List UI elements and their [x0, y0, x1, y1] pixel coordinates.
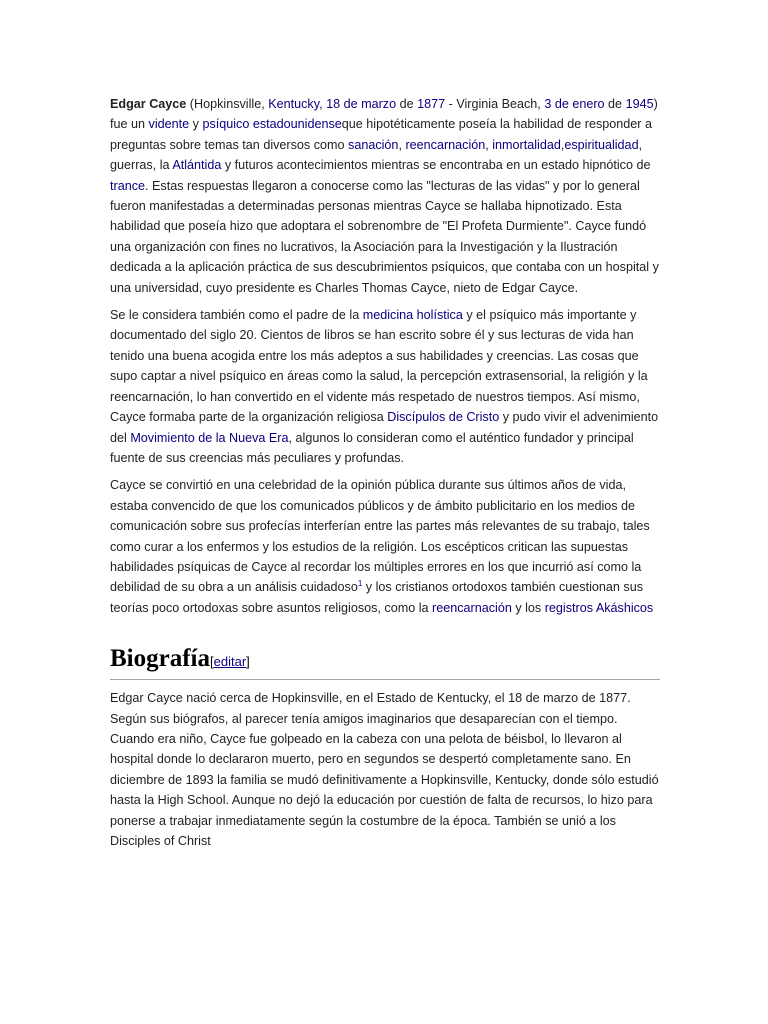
article-content — [110, 94, 660, 858]
link-death-date[interactable]: 3 de enero — [544, 97, 605, 111]
link-atlantida[interactable]: Atlántida — [172, 158, 222, 173]
edit-section: [editar] — [210, 654, 250, 670]
intro-paragraph-1: Edgar Cayce (Hopkinsville, Kentucky, 18 de marzo de 1877 - Virginia Beach, 3 de enero de 1945) fue un vidente y psíquico estadounidenseque hipotéticamente poseía la habilidad de responder a preguntas sobre temas tan diversos como sanación, reencarnación, inmortalidad,espiritualidad, guerras, la Atlántida y futuros acontecimientos mientras se encontraba en un estado hipnótico de trance. Estas respuestas llegaron a conocerse como las "lecturas de las vidas" y por lo general fueron manifestadas a determinadas personas mientras Cayce se hallaba hipnotizado. Esta habilidad que poseía hizo que adoptara el sobrenombre de "El Profeta Durmiente". Cayce fundó una organización con fines no lucrativos, la Asociación para la Investigación y la Ilustración dedicada a la aplicación práctica de sus descubrimientos psíquicos, que contaba con un hospital y una universidad, cuyo presidente es Charles Thomas Cayce, nieto de Edgar Cayce. — [110, 97, 659, 295]
intro-paragraph-3: Cayce se convirtió en una celebridad de la opinión pública durante sus últimos años de vida, estaba convencido de que los comunicados públicos y de ámbito publicitario en los medios de comunicación sobre sus profecías interferían entre las partes más relevantes de su trabajo, tales como curar a los enfermos y los estudios de la religión. Los escépticos critican las supuestas habilidades psíquicas de Cayce al recordar los múltiples errores en los que incurrió así como la debilidad de su obra a un análisis cuidadoso$^1$ y los cristianos ortodoxos también cuestionan sus teorías poco ortodoxas sobre asuntos religiosos, como la reencarnación y los registros Akáshicos — [110, 478, 654, 615]
link-discipulos-de-cristo[interactable]: Discípulos de Cristo — [387, 410, 500, 425]
link-inmortalidad[interactable]: inmortalidad — [492, 137, 561, 152]
link-sanacion[interactable]: sanación — [348, 137, 399, 152]
section-title: Biografía — [110, 645, 210, 673]
link-trance[interactable]: trance — [110, 178, 146, 193]
link-birth-year[interactable]: 1877 — [417, 97, 446, 111]
link-reencarnacion-2[interactable]: reencarnación — [432, 600, 512, 615]
link-nueva-era[interactable]: Movimiento de la Nueva Era — [130, 430, 289, 445]
link-death-year[interactable]: 1945 — [625, 97, 654, 111]
reference-link[interactable]: 1 — [357, 579, 363, 589]
link-psiquico[interactable]: psíquico — [202, 117, 250, 132]
link-birth-date[interactable]: 18 de marzo — [326, 97, 397, 111]
link-kentucky[interactable]: Kentucky — [268, 97, 320, 111]
article-subject: Edgar Cayce — [110, 97, 187, 111]
edit-link[interactable]: editar — [213, 654, 247, 670]
biografia-paragraph-1: Edgar Cayce nació cerca de Hopkinsville, en el Estado de Kentucky, el 18 de marzo de 1877. Según sus biógrafos, al parecer tenía amigos imaginarios que desaparecían con el tiempo. Cuando era niño, Cayce fue golpeado en la cabeza con una pelota de béisbol, lo llevaron al hospital donde lo declararon muerto, pero en segundos se despertó completamente sano. En diciembre de 1893 la familia se mudó definitivamente a Hopkinsville, Kentucky, donde sólo estudió hasta la High School. Aunque no dejó la educación por cuestión de falta de recursos, lo hizo para ponerse a trabajar inmediatamente según la costumbre de la época. También se unió a los Disciples of Christ — [110, 691, 659, 848]
link-registros-akashicos[interactable]: registros Akáshicos — [544, 600, 654, 615]
link-vidente[interactable]: vidente — [148, 117, 190, 132]
intro-paragraph-2: Se le considera también como el padre de la medicina holística y el psíquico más importante y documentado del siglo 20. Cientos de libros se han escrito sobre él y sus lecturas de vida han tenido una buena acogida entre los más adeptos a sus habilidades y creencias. Las cosas que supo captar a nivel psíquico en áreas como la salud, la percepción extrasensorial, la religión y la reencarnación, lo han convertido en el vidente más respetado de nuestros tiempos. Así mismo, Cayce formaba parte de la organización religiosa Discípulos de Cristo y pudo vivir el advenimiento del Movimiento de la Nueva Era, algunos lo consideran como el auténtico fundador y principal fuente de sus creencias más peculiares y profundas. — [110, 308, 659, 465]
section-heading-biografia — [110, 644, 660, 680]
link-reencarnacion[interactable]: reencarnación — [405, 137, 486, 152]
link-estadounidense[interactable]: estadounidense — [252, 117, 342, 132]
link-espiritualidad[interactable]: espiritualidad — [564, 137, 639, 152]
link-medicina-holistica[interactable]: medicina holística — [362, 308, 463, 323]
